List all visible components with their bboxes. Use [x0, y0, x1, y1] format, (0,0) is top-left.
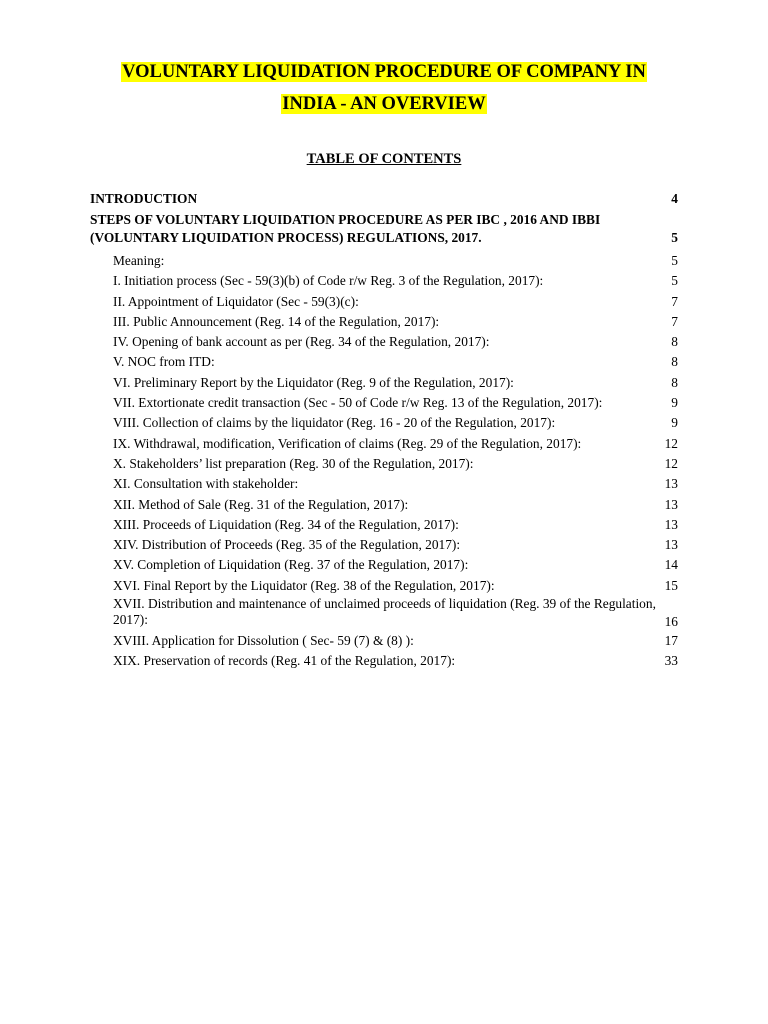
- toc-entry-label: X. Stakeholders’ list preparation (Reg. 30 of the Regulation, 2017):: [113, 455, 474, 471]
- document-title-line-1: [0, 60, 768, 84]
- table-of-contents: [90, 190, 678, 671]
- toc-entry-page: 5: [671, 253, 678, 268]
- toc-entry-page: 14: [664, 557, 678, 573]
- toc-entry-label: XVIII. Application for Dissolution ( Sec- 59 (7) & (8) ):: [113, 632, 414, 648]
- toc-entry-page: 17: [664, 632, 678, 648]
- toc-sub-entry[interactable]: [90, 515, 678, 535]
- toc-sub-entry[interactable]: [90, 631, 678, 651]
- toc-entry-label: XIX. Preservation of records (Reg. 41 of the Regulation, 2017):: [113, 653, 456, 669]
- toc-entry-label: III. Public Announcement (Reg. 14 of the Regulation, 2017):: [113, 313, 440, 329]
- toc-entry-page: 8: [671, 374, 678, 390]
- toc-sub-entry[interactable]: [90, 312, 678, 332]
- toc-sub-entry[interactable]: [90, 373, 678, 393]
- title-highlight-1: VOLUNTARY LIQUIDATION PROCEDURE OF COMPANY IN: [122, 62, 646, 82]
- toc-entry-page: 9: [671, 415, 678, 431]
- toc-entry-page: 7: [671, 293, 678, 309]
- toc-entry-page: 8: [671, 354, 678, 370]
- toc-entry-label: XIV. Distribution of Proceeds (Reg. 35 of the Regulation, 2017):: [113, 537, 461, 553]
- toc-sub-entry[interactable]: [90, 474, 678, 494]
- toc-sub-entry[interactable]: [90, 555, 678, 575]
- toc-entry-page: 5: [671, 273, 678, 289]
- toc-sub-entry[interactable]: [90, 434, 678, 454]
- toc-sub-entry[interactable]: [90, 495, 678, 515]
- toc-entry-page: 16: [664, 614, 678, 630]
- toc-entry-label: VI. Preliminary Report by the Liquidator (Reg. 9 of the Regulation, 2017):: [113, 374, 514, 390]
- toc-entry-label: I. Initiation process (Sec - 59(3)(b) of Code r/w Reg. 3 of the Regulation, 2017):: [113, 273, 544, 289]
- toc-entry-label: INTRODUCTION: [90, 191, 198, 206]
- toc-entry-label: IV. Opening of bank account as per (Reg. 34 of the Regulation, 2017):: [113, 334, 490, 350]
- toc-heading: TABLE OF CONTENTS: [306, 151, 462, 167]
- toc-entry-label: VIII. Collection of claims by the liquidator (Reg. 16 - 20 of the Regulation, 2017):: [113, 415, 556, 431]
- toc-entry-label: Meaning:: [113, 253, 165, 268]
- title-highlight-2: INDIA - AN OVERVIEW: [282, 94, 486, 114]
- toc-entry-page: 13: [664, 516, 678, 532]
- toc-entry-label: XVI. Final Report by the Liquidator (Reg. 38 of the Regulation, 2017):: [113, 577, 495, 593]
- toc-sub-entry[interactable]: [90, 332, 678, 352]
- toc-sub-entry[interactable]: [90, 413, 678, 433]
- toc-entry-label: V. NOC from ITD:: [113, 354, 215, 370]
- toc-entry-page: 7: [671, 313, 678, 329]
- toc-sub-entry[interactable]: [90, 271, 678, 291]
- toc-entry-label: II. Appointment of Liquidator (Sec - 59(3)(c):: [113, 293, 359, 309]
- toc-sub-entry[interactable]: [90, 535, 678, 555]
- toc-entry-page: 13: [664, 537, 678, 553]
- toc-entry-label: XIII. Proceeds of Liquidation (Reg. 34 of the Regulation, 2017):: [113, 516, 459, 532]
- toc-main-entry-introduction[interactable]: [90, 190, 678, 208]
- toc-entry-page: 15: [664, 577, 678, 593]
- toc-sub-entry[interactable]: [90, 576, 678, 596]
- toc-entry-page: 4: [671, 191, 678, 206]
- toc-entry-label: XV. Completion of Liquidation (Reg. 37 of the Regulation, 2017):: [113, 557, 469, 573]
- toc-entry-page: 8: [671, 334, 678, 350]
- toc-entry-page: 12: [664, 435, 678, 451]
- toc-entry-page: 13: [664, 496, 678, 512]
- toc-entry-label: XI. Consultation with stakeholder:: [113, 476, 299, 492]
- toc-entry-page: 12: [664, 455, 678, 471]
- toc-entry-label: IX. Withdrawal, modification, Verification of claims (Reg. 29 of the Regulation, 2017):: [113, 435, 582, 451]
- toc-sub-entry[interactable]: [90, 352, 678, 372]
- toc-entry-page: 13: [664, 476, 678, 492]
- toc-entry-label: XII. Method of Sale (Reg. 31 of the Regulation, 2017):: [113, 496, 409, 512]
- toc-sub-entry[interactable]: [90, 454, 678, 474]
- toc-entry-label: VII. Extortionate credit transaction (Sec - 50 of Code r/w Reg. 13 of the Regulation, 2017):: [113, 395, 603, 411]
- toc-entry-page: 9: [671, 395, 678, 411]
- document-title-line-2: [0, 92, 768, 116]
- toc-entry-page: 33: [664, 653, 678, 669]
- toc-sub-entry[interactable]: [90, 393, 678, 413]
- toc-sub-entry[interactable]: [90, 251, 678, 271]
- toc-main-entry-steps[interactable]: [90, 211, 678, 247]
- toc-sub-entry[interactable]: [90, 651, 678, 671]
- toc-entry-label: STEPS OF VOLUNTARY LIQUIDATION PROCEDURE AS PER IBC , 2016 AND IBBI (VOLUNTARY LIQUIDATION PROCESS) REGULATIONS, 2017.: [90, 212, 601, 245]
- toc-entry-label: XVII. Distribution and maintenance of unclaimed proceeds of liquidation (Reg. 39 of the Regulation, 2017):: [113, 596, 656, 628]
- toc-sub-entry[interactable]: [90, 596, 678, 631]
- toc-entry-page: 5: [671, 230, 678, 245]
- toc-sub-entry[interactable]: [90, 292, 678, 312]
